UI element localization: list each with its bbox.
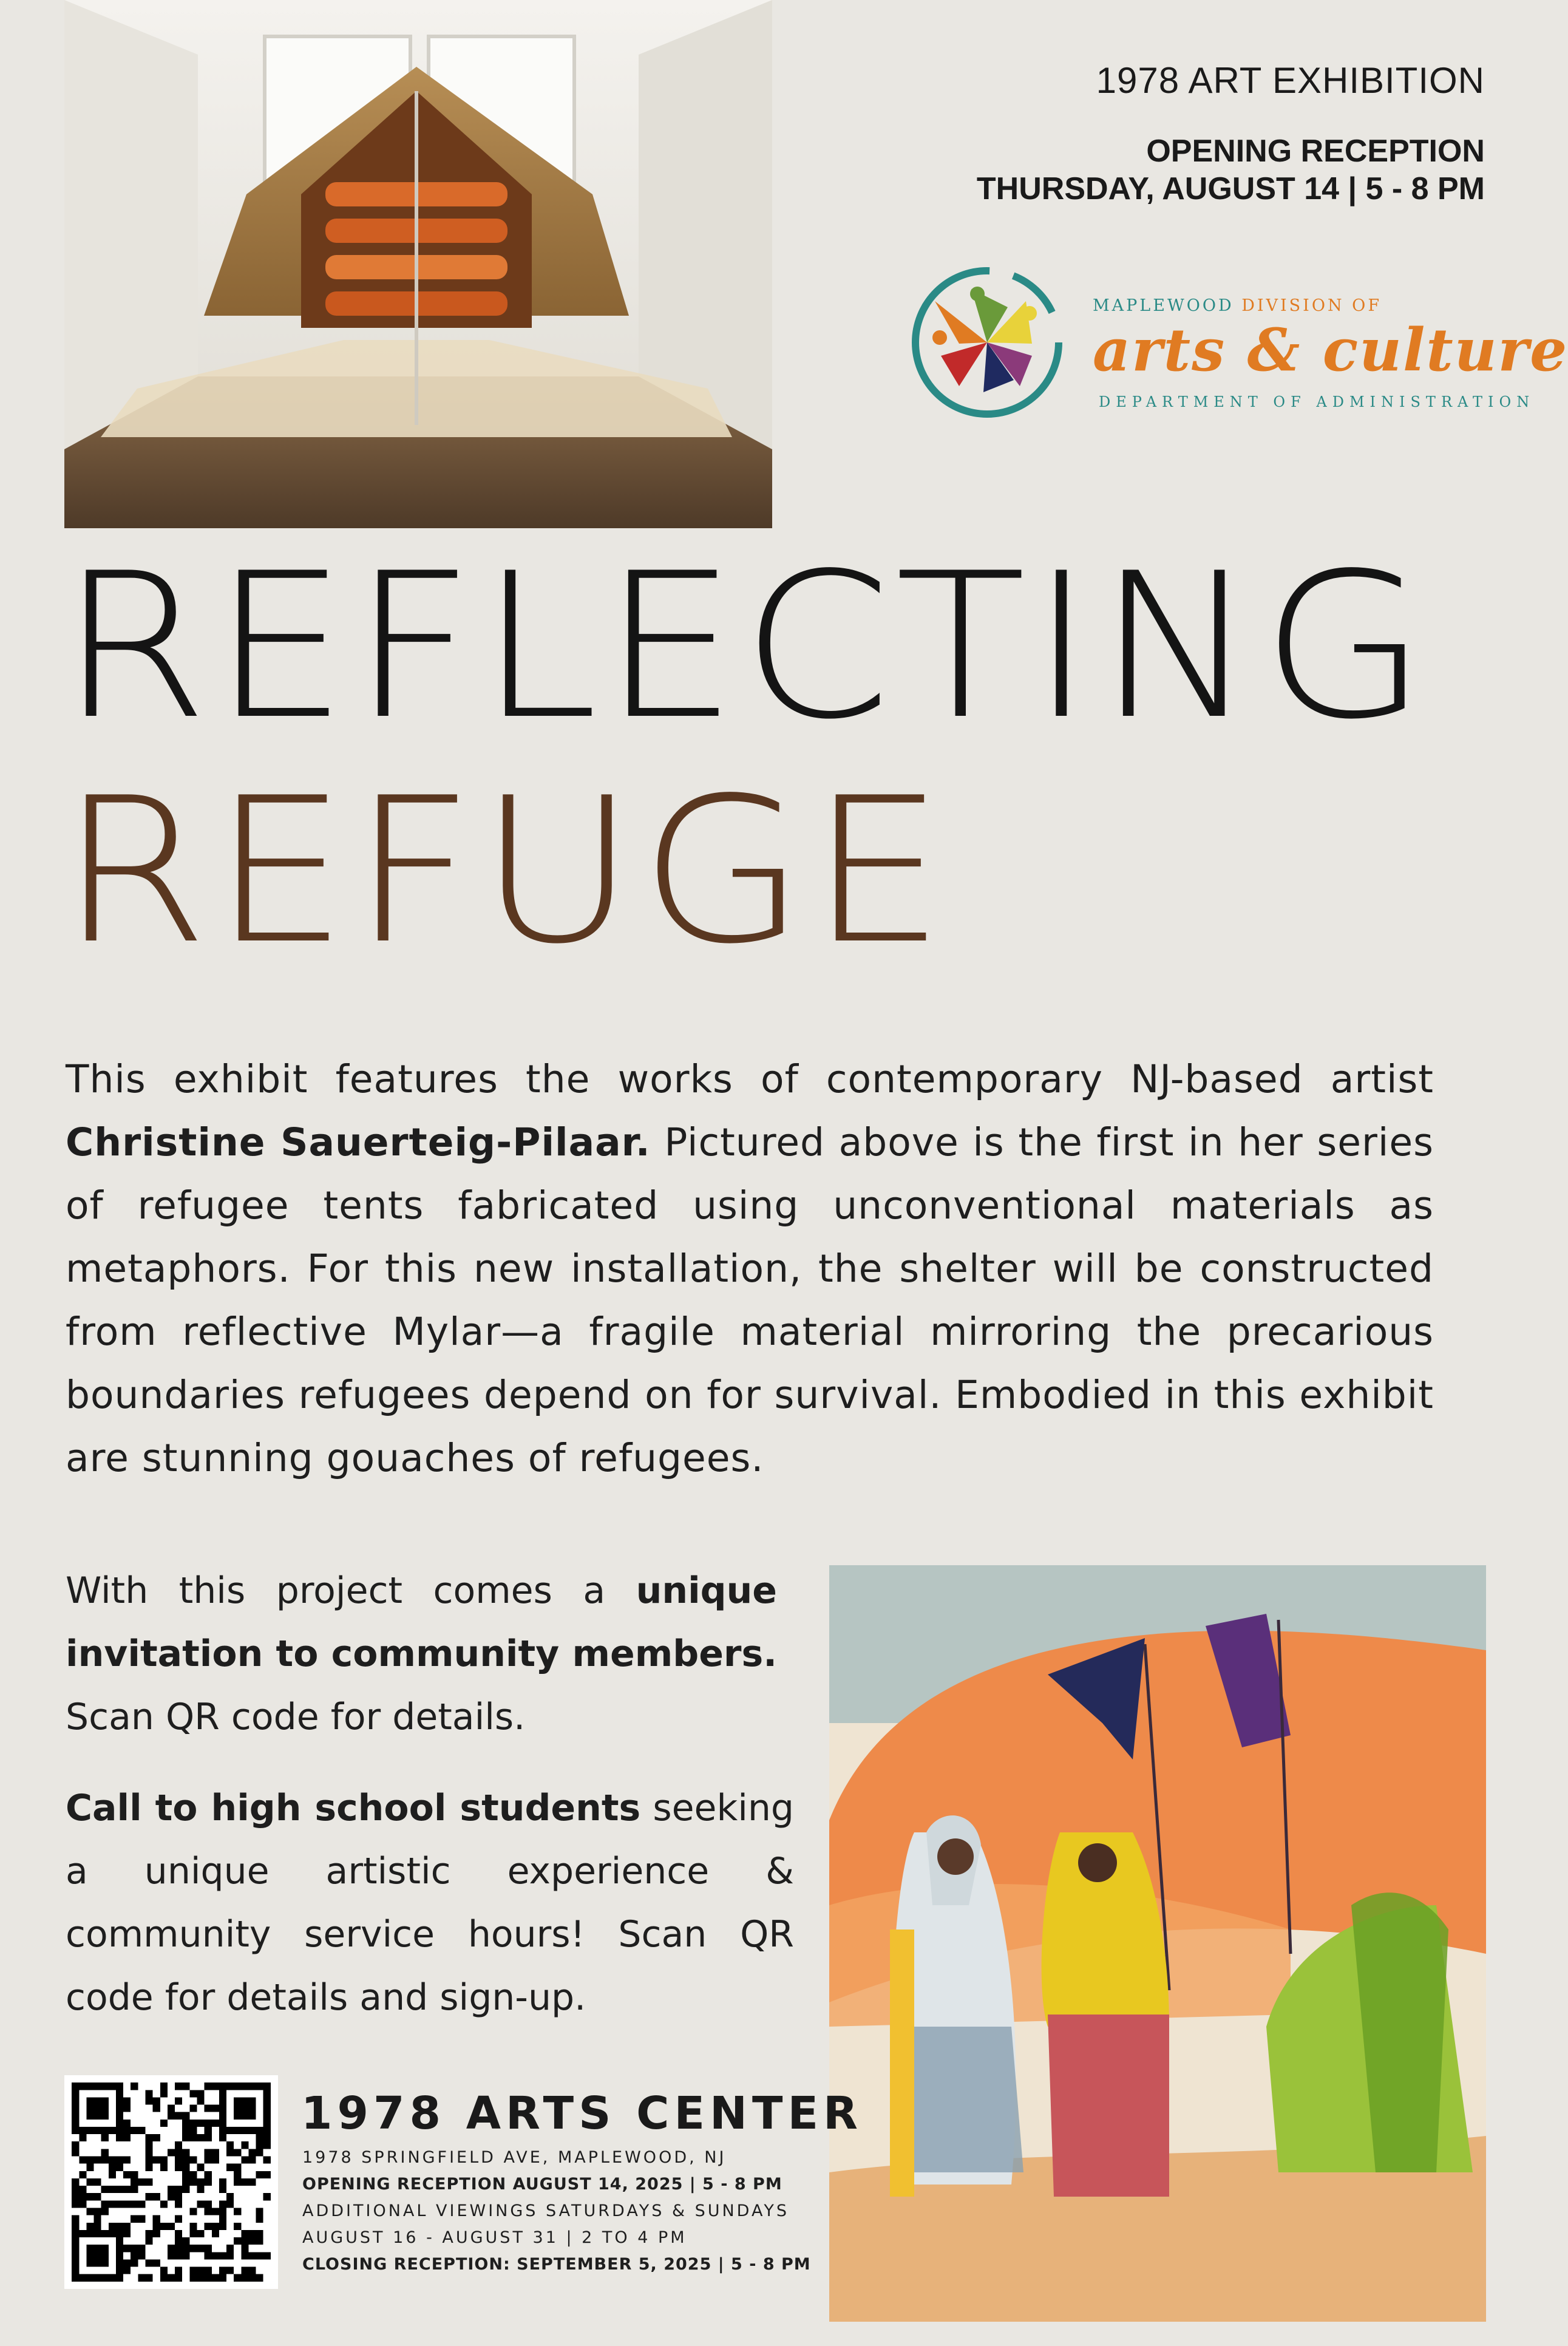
venue-viewing-dates: AUGUST 16 - AUGUST 31 | 2 TO 4 PM bbox=[302, 2228, 687, 2247]
opening-reception-date: THURSDAY, AUGUST 14 | 5 - 8 PM bbox=[976, 171, 1485, 206]
venue-opening: OPENING RECEPTION AUGUST 14, 2025 | 5 - 8 PM bbox=[302, 2175, 782, 2194]
opening-reception-label: OPENING RECEPTION bbox=[1146, 134, 1485, 169]
logo-department: DEPARTMENT OF ADMINISTRATION bbox=[1099, 393, 1535, 410]
intro-text-2: Pictured above is the first in her series of refugee tents fabricated using unconventional materials as metaphors. For this new installation, the shelter will be constructed from reflective Mylar—a fragile material mirroring the precarious boundaries refugees depend on for survival. Embodied in this exhibit are stunning gouaches of refugees. bbox=[66, 1120, 1434, 1480]
logo-arts-culture: arts & culture bbox=[1093, 316, 1568, 384]
logo-maplewood: MAPLEWOOD bbox=[1093, 296, 1242, 315]
exhibition-title: 1978 ART EXHIBITION bbox=[1096, 60, 1485, 101]
logo-line-1 bbox=[1093, 296, 1382, 315]
students-paragraph bbox=[66, 1776, 794, 2029]
students-text: seeking a unique artistic experience & community service hours! Scan QR code for details and sign-up. bbox=[66, 1787, 794, 2019]
students-call: Call to high school students bbox=[66, 1787, 641, 1829]
qr-code[interactable] bbox=[64, 2075, 278, 2289]
artist-name: Christine Sauerteig-Pilaar. bbox=[66, 1120, 651, 1164]
intro-text-1: This exhibit features the works of contemporary NJ-based artist bbox=[66, 1057, 1434, 1101]
community-text-2: Scan QR code for details. bbox=[66, 1696, 526, 1738]
venue-additional-viewings: ADDITIONAL VIEWINGS SATURDAYS & SUNDAYS bbox=[302, 2202, 789, 2220]
refugee-gouache-painting bbox=[829, 1565, 1486, 2322]
community-text-1: With this project comes a bbox=[66, 1569, 636, 1612]
logo-division: DIVISION OF bbox=[1241, 296, 1382, 315]
venue-address: 1978 SPRINGFIELD AVE, MAPLEWOOD, NJ bbox=[302, 2148, 727, 2167]
venue-closing: CLOSING RECEPTION: SEPTEMBER 5, 2025 | 5 - 8 PM bbox=[302, 2255, 811, 2274]
venue-name: 1978 ARTS CENTER bbox=[301, 2087, 863, 2140]
community-paragraph bbox=[66, 1559, 777, 1749]
title-reflecting: REFLECTING bbox=[59, 530, 1431, 763]
title-refuge: REFUGE bbox=[59, 755, 949, 988]
exhibition-header bbox=[977, 59, 1485, 208]
intro-paragraph bbox=[66, 1048, 1434, 1490]
community-invitation: unique invitation to community members. bbox=[66, 1569, 777, 1675]
tent-installation-photo bbox=[64, 0, 772, 528]
